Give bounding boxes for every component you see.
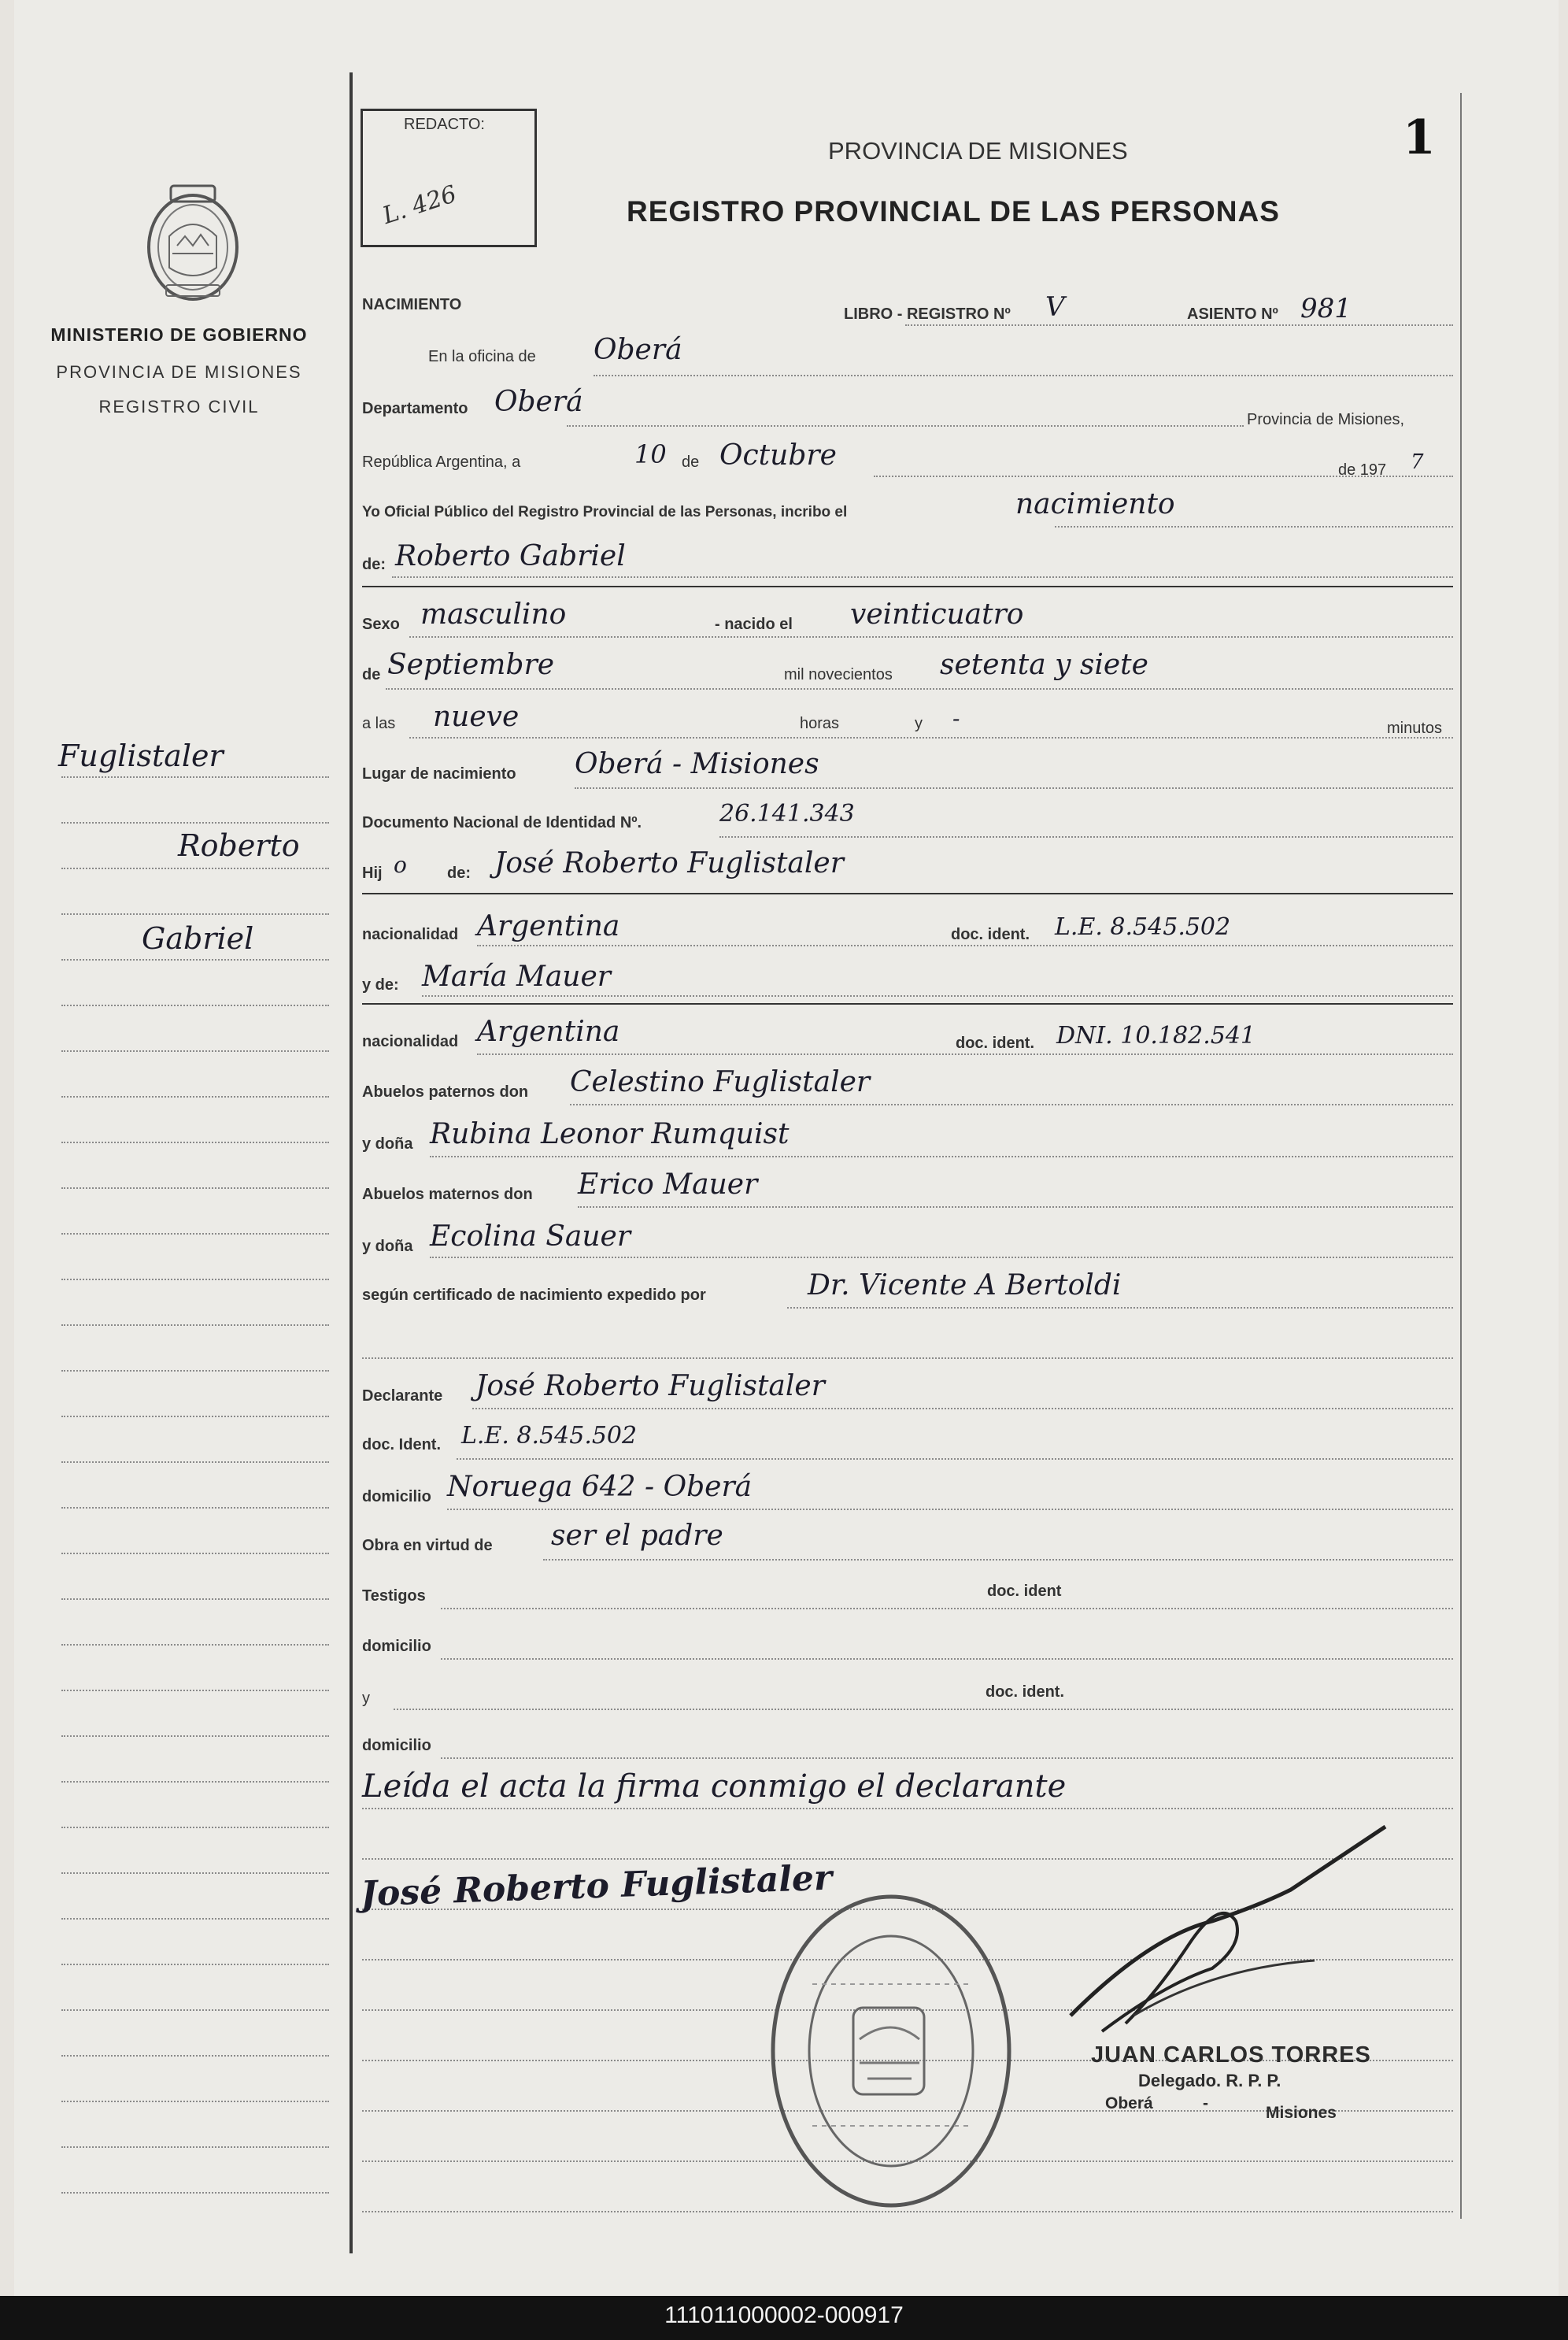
domicilio2-label: domicilio [362, 1638, 431, 1655]
minutes-value: - [952, 705, 960, 731]
ministry-title: MINISTERIO DE GOBIERNO [50, 324, 308, 345]
libro-label: LIBRO - REGISTRO Nº [844, 305, 1011, 323]
ministry-registry: REGISTRO CIVIL [98, 397, 260, 417]
de2-label: de: [362, 556, 386, 573]
oficial-value: nacimiento [1015, 488, 1175, 520]
official-role: Delegado. R. P. P. [1138, 2071, 1281, 2090]
oficina-label: En la oficina de [428, 348, 536, 365]
doc3-label: doc. Ident. [362, 1436, 441, 1453]
official-province: Misiones [1266, 2104, 1337, 2122]
asiento-value: 981 [1300, 293, 1352, 324]
dni-label: Documento Nacional de Identidad Nº. [362, 814, 642, 831]
asiento-label: ASIENTO Nº [1187, 305, 1278, 323]
doc2-label: doc. ident. [956, 1035, 1034, 1052]
mes-label: de [362, 666, 381, 683]
republica-label: República Argentina, a [362, 454, 521, 471]
nacionalidad2-value: Argentina [477, 1016, 620, 1048]
oficina-value: Oberá [594, 334, 682, 366]
nacionalidad1-label: nacionalidad [362, 926, 459, 943]
sexo-value: masculino [420, 598, 567, 631]
obra-value: ser el padre [551, 1520, 723, 1552]
domicilio-label: domicilio [362, 1488, 431, 1505]
departamento-value: Oberá [494, 386, 583, 418]
mes-value: Septiembre [387, 649, 554, 681]
domicilio-value: Noruega 642 - Oberá [447, 1471, 753, 1503]
a-las-label: a las [362, 715, 396, 732]
footer-strip [0, 2296, 1568, 2340]
y-label: y [915, 715, 923, 732]
abuela-paterna-value: Rubina Leonor Rumquist [430, 1118, 790, 1150]
certificado-label: según certificado de nacimiento expedido por [362, 1287, 706, 1304]
right-border-line [1460, 93, 1462, 2219]
nacionalidad2-label: nacionalidad [362, 1033, 459, 1050]
padre-value: José Roberto Fuglistaler [494, 847, 844, 879]
doc3-value: L.E. 8.545.502 [461, 1422, 638, 1450]
de-label: de [682, 454, 700, 471]
month-value: Octubre [719, 439, 837, 472]
abuelos-maternos-label: Abuelos maternos don [362, 1186, 533, 1203]
libro-value: V [1045, 291, 1065, 323]
madre-value: María Mauer [422, 961, 611, 993]
person-name-value: Roberto Gabriel [395, 540, 626, 572]
record-type-label: NACIMIENTO [362, 296, 462, 313]
y2-label: y [362, 1690, 370, 1707]
abuelos-paternos-label: Abuelos paternos don [362, 1083, 529, 1101]
nacido-label: - nacido el [715, 616, 793, 633]
doc5-label: doc. ident. [986, 1683, 1064, 1701]
seal-stamp-icon [765, 1890, 1017, 2212]
year-label: de 197 [1338, 461, 1387, 479]
official-city: Oberá [1105, 2094, 1153, 2112]
margin-first-name: Roberto [178, 828, 300, 863]
document-code: 111011000002-000917 [664, 2302, 904, 2328]
departamento-label: Departamento [362, 400, 468, 417]
hora-value: nueve [433, 701, 520, 733]
redacto-value: L. 426 [379, 180, 460, 231]
official-dash: - [1203, 2094, 1208, 2112]
sexo-label: Sexo [362, 616, 400, 633]
hijo-suffix: o [394, 852, 407, 878]
dni-value: 26.141.343 [719, 800, 855, 828]
declarante-value: José Roberto Fuglistaler [475, 1370, 825, 1402]
closing-text: Leída el acta la firma conmigo el declarante [362, 1768, 1067, 1805]
mil-label: mil novecientos [784, 666, 893, 683]
mil-value: setenta y siete [940, 649, 1148, 681]
abuela-materna-value: Ecolina Sauer [430, 1220, 631, 1253]
y-de-label: y de: [362, 976, 399, 994]
declarante-signature: José Roberto Fuglistaler [360, 1857, 833, 1915]
obra-label: Obra en virtud de [362, 1537, 493, 1554]
provincia-suffix: Provincia de Misiones, [1247, 411, 1405, 428]
nacido-value: veinticuatro [850, 598, 1024, 631]
margin-surname: Fuglistaler [58, 739, 224, 773]
abuelo-paterno-value: Celestino Fuglistaler [570, 1066, 871, 1098]
official-name: JUAN CARLOS TORRES [1091, 2042, 1371, 2068]
declarante-label: Declarante [362, 1387, 443, 1405]
official-signature-icon [1055, 1811, 1401, 2047]
oficial-text: Yo Oficial Público del Registro Provincial de las Personas, incribo el [362, 504, 848, 520]
ministry-province: PROVINCIA DE MISIONES [56, 362, 302, 382]
y-dona2-label: y doña [362, 1238, 413, 1255]
hijo-label: Hij [362, 865, 383, 882]
doc2-value: DNI. 10.182.541 [1056, 1022, 1256, 1050]
province-title: PROVINCIA DE MISIONES [828, 137, 1128, 165]
hijo-de-label: de: [447, 865, 471, 882]
horas-label: horas [800, 715, 840, 732]
testigos-label: Testigos [362, 1587, 426, 1605]
y-dona1-label: y doña [362, 1135, 413, 1153]
coat-of-arms-icon [138, 181, 248, 307]
nacionalidad1-value: Argentina [477, 910, 620, 942]
lugar-value: Oberá - Misiones [575, 748, 819, 780]
certificado-value: Dr. Vicente A Bertoldi [808, 1269, 1122, 1301]
day-value: 10 [634, 439, 667, 469]
doc1-label: doc. ident. [951, 926, 1030, 943]
domicilio3-label: domicilio [362, 1737, 431, 1754]
doc4-label: doc. ident [987, 1583, 1062, 1600]
redacto-box [361, 109, 537, 247]
abuelo-materno-value: Erico Mauer [578, 1168, 758, 1201]
lugar-label: Lugar de nacimiento [362, 765, 516, 783]
registry-title: REGISTRO PROVINCIAL DE LAS PERSONAS [627, 195, 1280, 228]
redacto-label: REDACTO: [404, 116, 485, 133]
doc1-value: L.E. 8.545.502 [1055, 913, 1231, 941]
minutos-label: minutos [1387, 720, 1443, 737]
margin-middle-name: Gabriel [142, 921, 254, 956]
page-number: 1 [1403, 110, 1436, 165]
year-value: 7 [1411, 450, 1424, 474]
